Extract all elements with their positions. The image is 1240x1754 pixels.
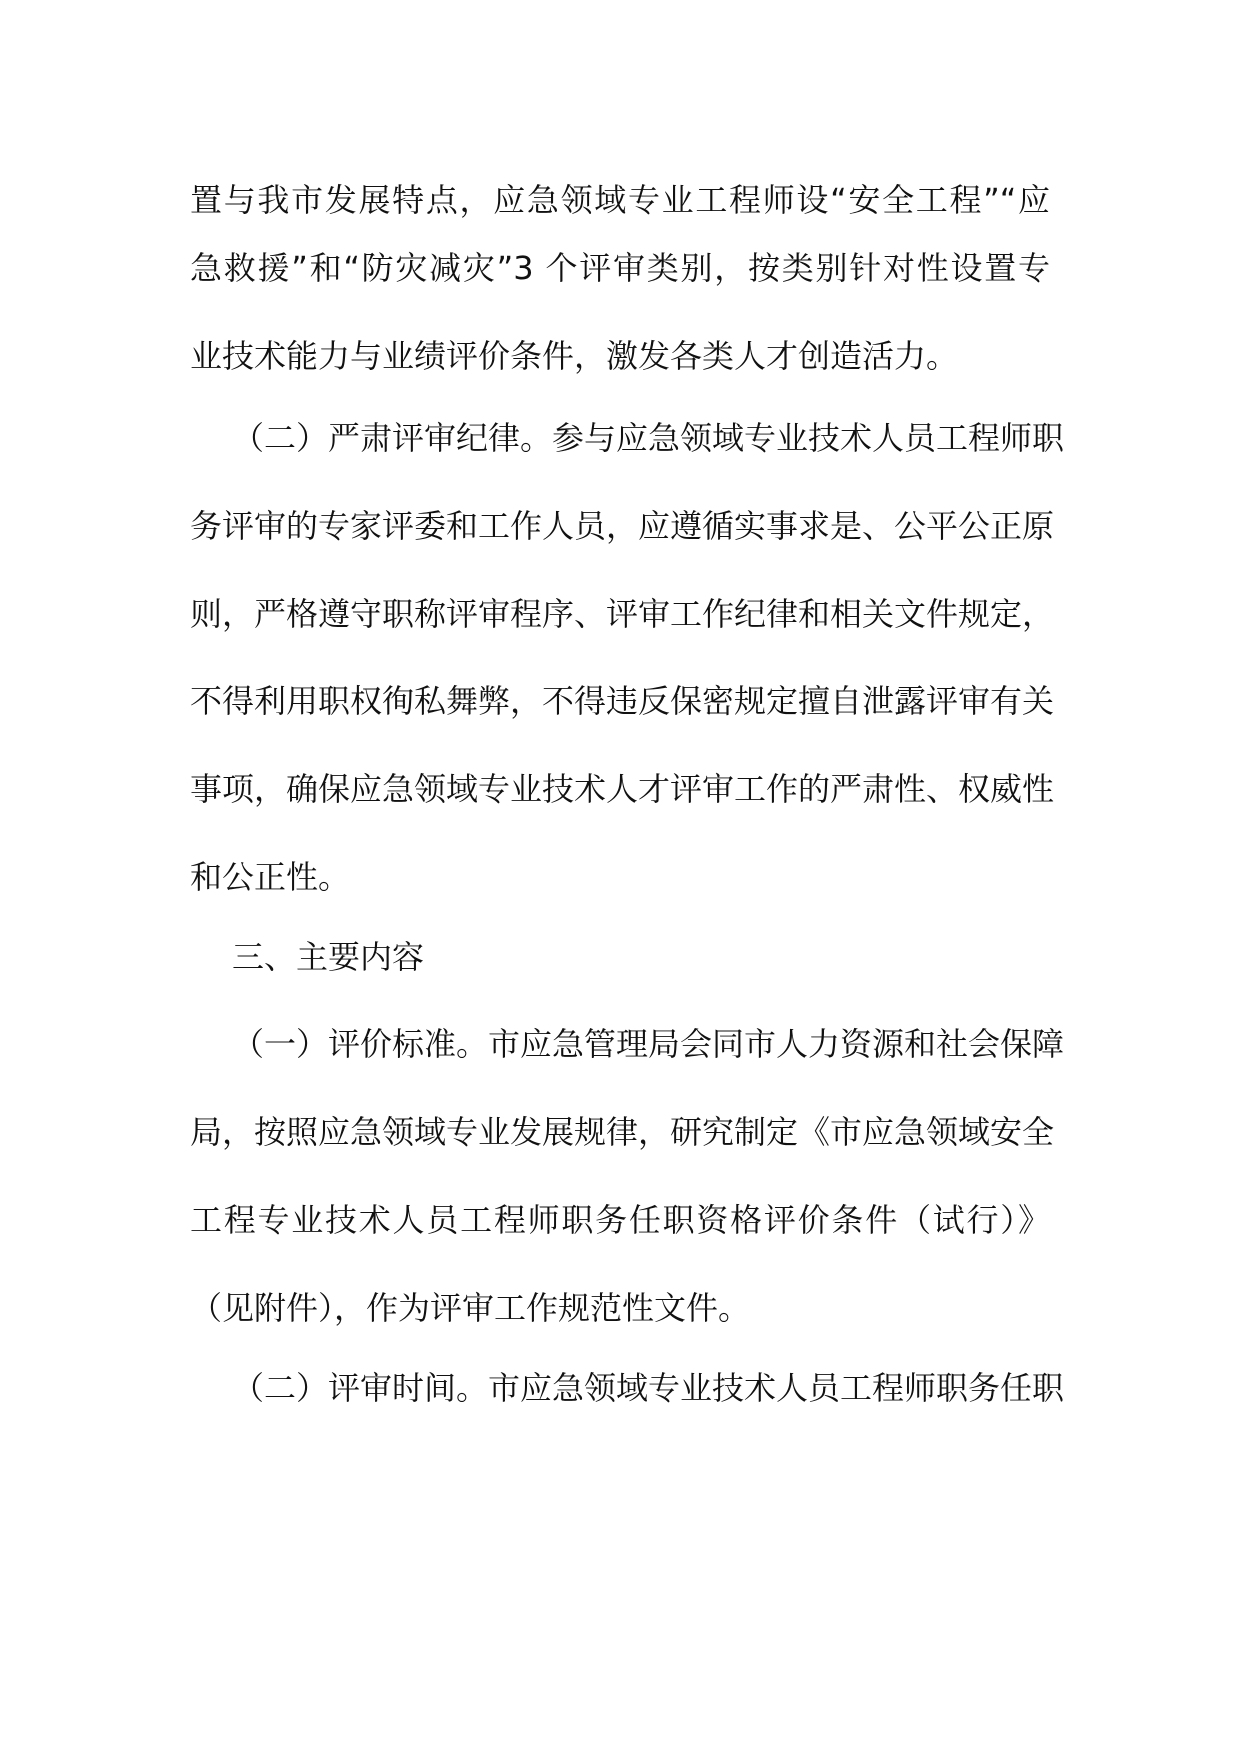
text-line-4: （二）严肃评审纪律。参与应急领域专业技术人员工程师职 [232, 419, 1065, 457]
text-line-2: 急救援”和“防灾减灾”3 个评审类别，按类别针对性设置专 [190, 249, 1050, 287]
text-line-9: 和公正性。 [190, 858, 351, 896]
text-line-3: 业技术能力与业绩评价条件，激发各类人才创造活力。 [190, 337, 959, 375]
section-heading: 三、主要内容 [232, 938, 425, 976]
text-line-7: 不得利用职权徇私舞弊，不得违反保密规定擅自泄露评审有关 [190, 682, 1055, 720]
text-line-11: （一）评价标准。市应急管理局会同市人力资源和社会保障 [232, 1025, 1065, 1063]
text-line-8: 事项，确保应急领域专业技术人才评审工作的严肃性、权威性 [190, 770, 1055, 808]
text-line-5: 务评审的专家评委和工作人员，应遵循实事求是、公平公正原 [190, 507, 1055, 545]
text-line-13: 工程专业技术人员工程师职务任职资格评价条件（试行）》 [190, 1201, 1050, 1239]
text-line-14: （见附件），作为评审工作规范性文件。 [190, 1289, 751, 1327]
text-line-12: 局，按照应急领域专业发展规律，研究制定《市应急领域安全 [190, 1113, 1055, 1151]
text-line-15: （二）评审时间。市应急领域专业技术人员工程师职务任职 [232, 1369, 1065, 1407]
text-line-6: 则，严格遵守职称评审程序、评审工作纪律和相关文件规定， [190, 595, 1055, 633]
text-line-1: 置与我市发展特点，应急领域专业工程师设“安全工程”“应 [190, 181, 1050, 219]
